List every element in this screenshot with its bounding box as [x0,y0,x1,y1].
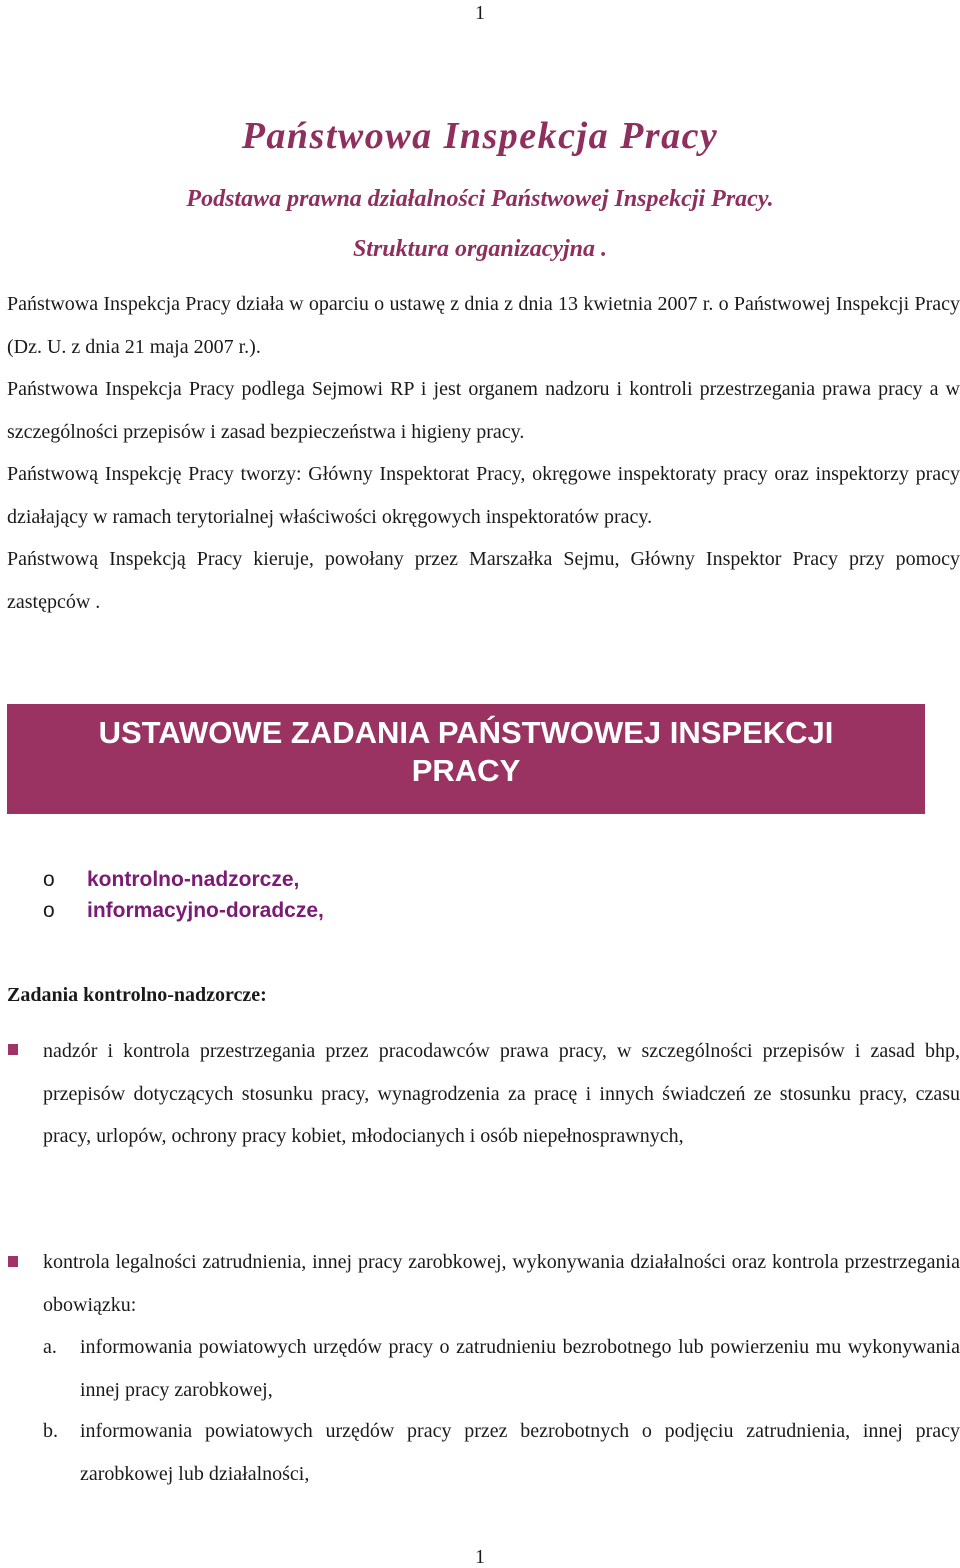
circle-bullet-icon: o [43,868,55,891]
task-type-label: informacyjno-doradcze, [87,899,324,922]
square-bullet-icon [8,1044,18,1055]
task-type-item [0,895,960,926]
bullet-item-legality-control: kontrola legalności zatrudnienia, innej pracy zarobkowej, wykonywania działalności oraz kontrola przestrzegania obowiązku: [43,1251,960,1316]
page-title: Państwowa Inspekcja Pracy [241,115,719,157]
page-number-top: 1 [475,2,485,24]
subtitle-structure: Struktura organizacyjna . [352,236,608,262]
section-heading-control-tasks: Zadania kontrolno-nadzorcze: [7,984,267,1006]
sub-item-text: informowania powiatowych urzędów pracy o zatrudnieniu bezrobotnego lub powierzeniu mu wykonywania innej pracy zarobkowej, [80,1336,960,1401]
task-types-list [0,864,960,926]
intro-paragraph-legal-basis: Państwowa Inspekcja Pracy działa w oparciu o ustawę z dnia z dnia 13 kwietnia 2007 r. o Państwowej Inspekcji Pracy (Dz. U. z dnia 21 maja 2007 r.). [7,293,960,358]
intro-paragraph-supervision: Państwowa Inspekcja Pracy podlega Sejmowi RP i jest organem nadzoru i kontroli przestrzegania prawa pracy a w szczególności przepisów i zasad bezpieczeństwa i higieny pracy. [7,378,960,443]
sub-item-b [43,1410,960,1495]
statutory-tasks-banner [7,704,925,814]
sub-item-a [43,1326,960,1411]
sub-item-letter: b. [43,1420,58,1442]
task-type-label: kontrolno-nadzorcze, [87,868,300,891]
banner-line-2: PRACY [411,753,521,788]
intro-section [7,283,960,623]
task-type-item [0,864,960,895]
bullet-item-supervision: nadzór i kontrola przestrzegania przez pracodawców prawa pracy, w szczególności przepisów i zasad bhp, przepisów dotyczących stosunku pracy, wynagrodzenia za pracę i innych świadczeń ze stosunku pracy, czasu pracy, urlopów, ochrony pracy kobiet, młodocianych i osób niepełnosprawnych, [43,1040,960,1147]
sub-item-letter: a. [43,1336,57,1358]
intro-paragraph-structure: Państwową Inspekcję Pracy tworzy: Główny Inspektorat Pracy, okręgowe inspektoraty pracy oraz inspektorzy pracy działający w ramach terytorialnej właściwości okręgowych inspektoratów pracy. [7,463,960,528]
square-bullet-icon [8,1256,18,1267]
banner-line-1: USTAWOWE ZADANIA PAŃSTWOWEJ INSPEKCJI [98,715,834,750]
intro-paragraph-leadership: Państwową Inspekcją Pracy kieruje, powołany przez Marszałka Sejmu, Główny Inspektor Pracy przy pomocy zastępców . [7,548,960,613]
circle-bullet-icon: o [43,899,55,922]
sub-item-text: informowania powiatowych urzędów pracy przez bezrobotnych o podjęciu zatrudnienia, innej pracy zarobkowej lub działalności, [80,1420,960,1485]
page-number-bottom: 1 [475,1546,485,1568]
subtitle-legal-basis: Podstawa prawna działalności Państwowej Inspekcji Pracy. [186,186,774,212]
